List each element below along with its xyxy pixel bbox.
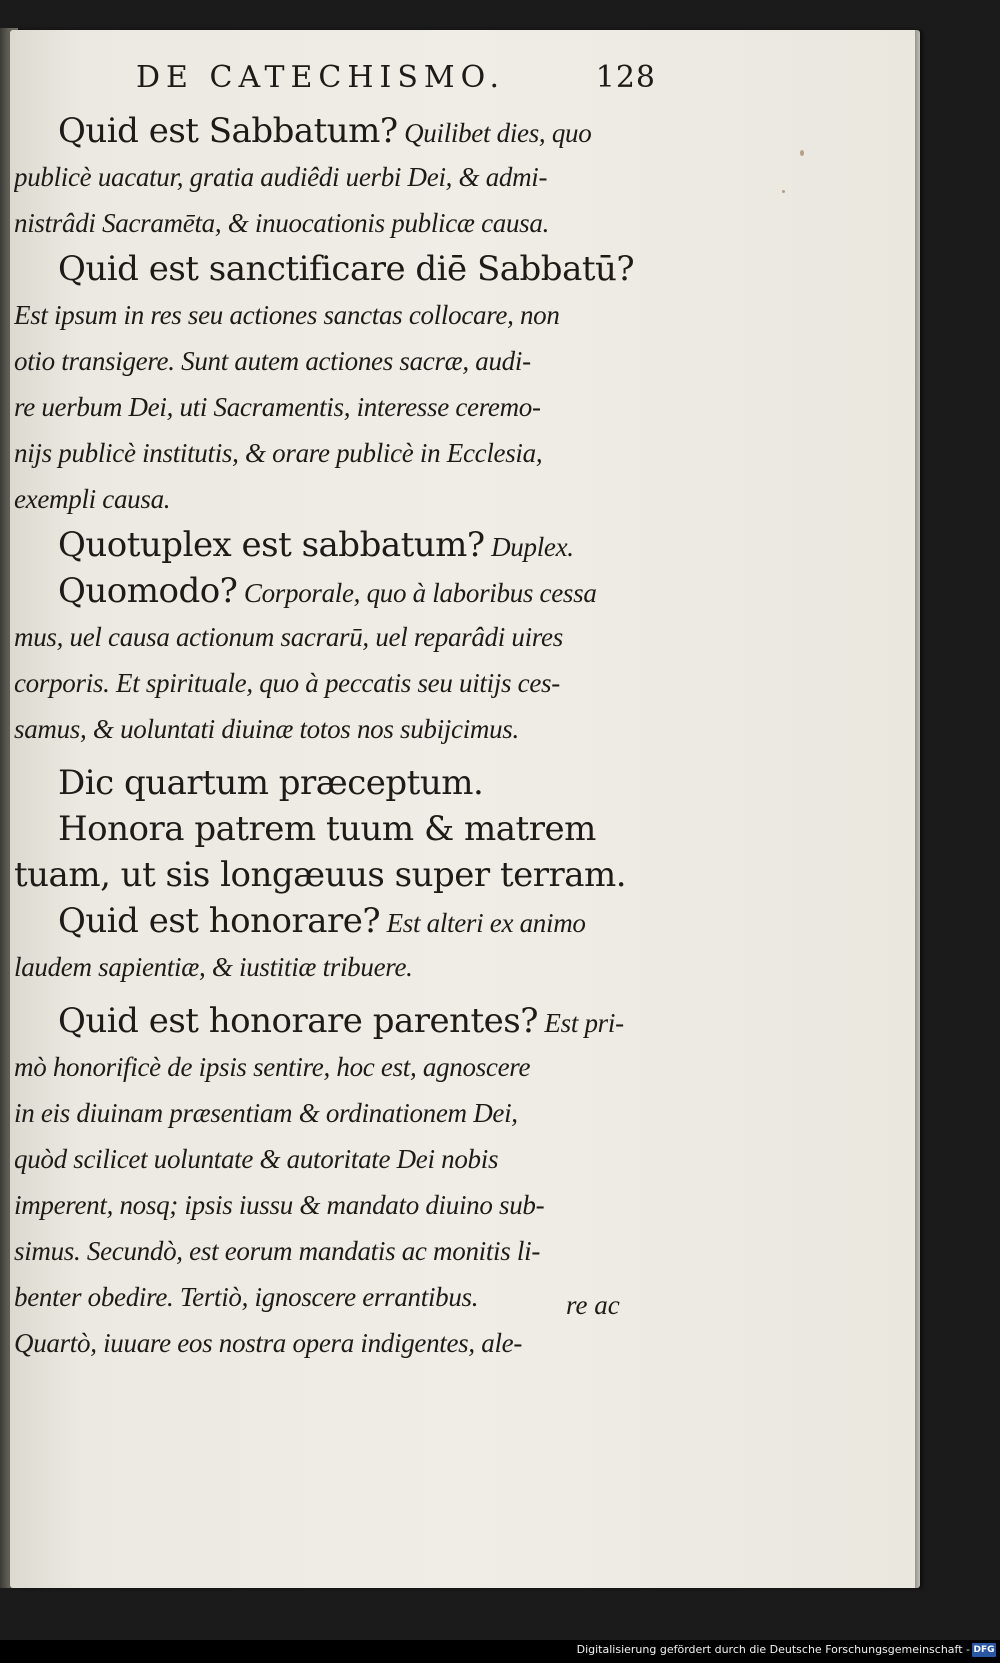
text-line — [14, 806, 654, 852]
answer-text: nijs publicè institutis, & orare publicè in Ecclesia, — [14, 438, 543, 468]
question-text: Quid est honorare? — [58, 901, 381, 941]
page-header — [136, 60, 656, 110]
catchword: re ac — [566, 1290, 620, 1320]
answer-text: laudem sapientiæ, & iustitiæ tribuere. — [14, 952, 413, 982]
answer-text: imperent, nosq; ipsis iussu & mandato diuino sub- — [14, 1190, 545, 1220]
question-text: Quomodo? — [58, 571, 238, 611]
answer-text: corporis. Et spirituale, quo à peccatis seu uitijs ces- — [14, 668, 560, 698]
text-line — [14, 1320, 654, 1366]
page-number: 128 — [595, 60, 656, 95]
answer-text: otio transigere. Sunt autem actiones sacræ, audi- — [14, 346, 531, 376]
ink-blot — [800, 150, 804, 156]
question-text: Quid est honorare parentes? — [58, 1001, 538, 1041]
answer-text: Est alteri ex animo — [380, 908, 586, 938]
answer-text: Corporale, quo à laboribus cessa — [237, 578, 597, 608]
funding-credit: Digitalisierung gefördert durch die Deutsche Forschungsgemeinschaft - — [576, 1643, 970, 1656]
text-line — [14, 760, 654, 806]
text-line — [14, 852, 654, 898]
question-text: tuam, ut sis longæuus super terram. — [14, 855, 627, 895]
page-shadow — [915, 30, 925, 1588]
answer-text: Quilibet dies, quo — [397, 118, 592, 148]
answer-text: samus, & uoluntati diuinæ totos nos subijcimus. — [14, 714, 519, 744]
text-line — [14, 430, 654, 476]
text-line — [14, 1274, 654, 1320]
text-line — [14, 108, 654, 154]
answer-text: Est pri- — [537, 1008, 624, 1038]
answer-text: mò honorificè de ipsis sentire, hoc est, agnoscere — [14, 1052, 531, 1082]
text-line — [14, 706, 654, 752]
ink-blot — [782, 190, 785, 193]
question-text: Quotuplex est sabbatum? — [58, 525, 485, 565]
text-line — [14, 998, 654, 1044]
answer-text: Est ipsum in res seu actiones sanctas collocare, non — [14, 300, 560, 330]
text-line — [14, 476, 654, 522]
text-line — [14, 200, 654, 246]
running-head: DE CATECHISMO. — [136, 60, 505, 95]
text-line — [14, 1136, 654, 1182]
text-line — [14, 660, 654, 706]
answer-text: benter obedire. Tertiò, ignoscere errantibus. — [14, 1282, 479, 1312]
text-line — [14, 292, 654, 338]
question-text: Dic quartum præceptum. — [58, 763, 484, 803]
answer-text: in eis diuinam præsentiam & ordinationem Dei, — [14, 1098, 518, 1128]
answer-text: Duplex. — [484, 532, 574, 562]
answer-text: nistrâdi Sacramēta, & inuocationis publicæ causa. — [14, 208, 550, 238]
text-line — [14, 246, 654, 292]
question-text: Quid est Sabbatum? — [58, 111, 398, 151]
text-line — [14, 1044, 654, 1090]
text-line — [14, 1182, 654, 1228]
answer-text: exempli causa. — [14, 484, 171, 514]
answer-text: re uerbum Dei, uti Sacramentis, interesse ceremo- — [14, 392, 541, 422]
footer-bar — [0, 1640, 1000, 1663]
text-line — [14, 1090, 654, 1136]
question-text: Honora patrem tuum & matrem — [58, 809, 596, 849]
text-line — [14, 898, 654, 944]
answer-text: publicè uacatur, gratia audiêdi uerbi Dei, & admi- — [14, 162, 548, 192]
text-line — [14, 614, 654, 660]
text-line — [14, 944, 654, 990]
answer-text: simus. Secundò, est eorum mandatis ac monitis li- — [14, 1236, 541, 1266]
text-line — [14, 568, 654, 614]
dfg-logo-icon: DFG — [973, 1645, 995, 1655]
text-line — [14, 1228, 654, 1274]
body-text — [14, 108, 654, 1366]
text-line — [14, 154, 654, 200]
answer-text: mus, uel causa actionum sacrarū, uel reparâdi uires — [14, 622, 563, 652]
paragraph-gap — [14, 990, 654, 998]
answer-text: quòd scilicet uoluntate & autoritate Dei nobis — [14, 1144, 499, 1174]
question-text: Quid est sanctificare diē Sabbatū? — [58, 249, 635, 289]
text-line — [14, 338, 654, 384]
text-line — [14, 522, 654, 568]
paragraph-gap — [14, 752, 654, 760]
answer-text: Quartò, iuuare eos nostra opera indigentes, ale- — [14, 1328, 523, 1358]
text-line — [14, 384, 654, 430]
